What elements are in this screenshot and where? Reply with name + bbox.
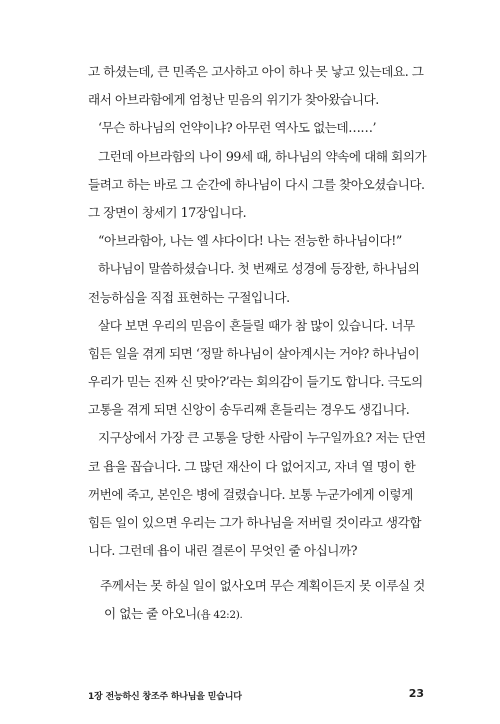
text-line: 그런데 아브라함의 나이 99세 때, 하나님의 약속에 대해 회의가 <box>98 148 427 164</box>
text-line: 고통을 겪게 되면 신앙이 송두리째 흔들리는 경우도 생깁니다. <box>88 402 410 418</box>
scripture-citation: (욥 42:2). <box>196 609 243 621</box>
scripture-line: 주께서는 못 하실 일이 없사오며 무슨 계획이든지 못 이루실 것 <box>100 578 425 593</box>
text-line: 래서 아브라함에게 엄청난 믿음의 위기가 찾아왔습니다. <box>88 92 379 108</box>
running-footer-chapter-title: 1장 전능하신 창조주 하나님을 믿습니다 <box>88 692 242 702</box>
text-line: 꺼번에 죽고, 본인은 병에 걸렸습니다. 보통 누군가에게 이렇게 <box>88 486 413 502</box>
text-line: 들려고 하는 바로 그 순간에 하나님이 다시 그를 찾아오셨습니다. <box>88 176 425 192</box>
text-line: 우리가 믿는 진짜 신 맞아?’라는 회의감이 들기도 합니다. 극도의 <box>88 374 423 390</box>
text-line: “아브라함아, 나는 엘 샤다이다! 나는 전능한 하나님이다!” <box>98 233 402 249</box>
text-line: 니다. 그런데 욥이 내린 결론이 무엇인 줄 아십니까? <box>88 543 358 559</box>
body-text <box>88 58 438 565</box>
text-line: 전능하심을 직접 표현하는 구절입니다. <box>88 289 290 305</box>
page-number: 23 <box>408 687 424 700</box>
scripture-line-text: 이 없는 줄 아오니 <box>104 606 197 621</box>
text-line: 지구상에서 가장 큰 고통을 당한 사람이 누구일까요? 저는 단연 <box>98 430 426 446</box>
text-line: 살다 보면 우리의 믿음이 흔들릴 때가 참 많이 있습니다. 너무 <box>98 317 415 333</box>
scripture-quote <box>100 572 430 628</box>
text-line: 힘든 일을 겪게 되면 ‘정말 하나님이 살아계시는 거야? 하나님이 <box>88 345 420 361</box>
text-line: 힘든 일이 있으면 우리는 그가 하나님을 저버릴 것이라고 생각합 <box>88 515 422 530</box>
text-line: ‘무슨 하나님의 언약이냐? 아무런 역사도 없는데……’ <box>98 120 377 136</box>
text-line: 코 욥을 꼽습니다. 그 많던 재산이 다 없어지고, 자녀 열 명이 한 <box>88 458 416 474</box>
scripture-line <box>100 600 430 628</box>
text-line: 하나님이 말씀하셨습니다. 첫 번째로 성경에 등장한, 하나님의 <box>98 261 420 277</box>
text-line: 고 하셨는데, 큰 민족은 고사하고 아이 하나 못 낳고 있는데요. 그 <box>88 64 424 79</box>
text-line: 그 장면이 창세기 17장입니다. <box>88 204 247 220</box>
